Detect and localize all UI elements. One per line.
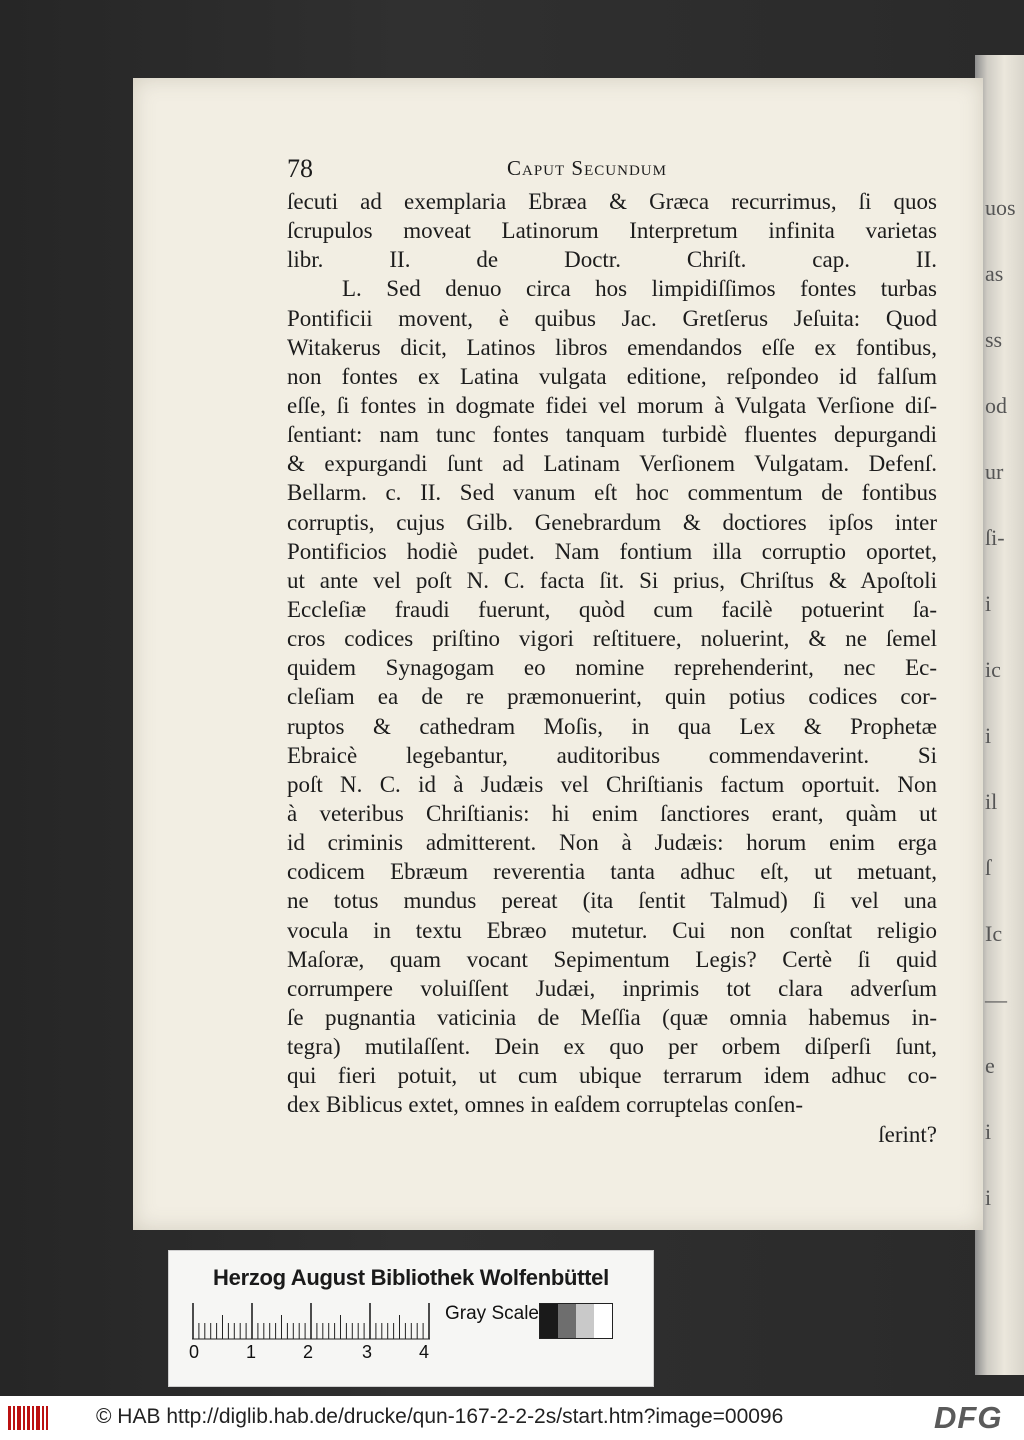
text-line: ſcrupulos moveat Latinorum Interpretum infinita varietas — [287, 218, 937, 244]
text-line: Pontificios hodiè pudet. Nam fontium illa corruptio oportet, — [287, 538, 937, 564]
adjacent-page-text: as — [985, 261, 1004, 286]
book-page — [133, 78, 983, 1230]
adjacent-page-text: — — [985, 987, 1007, 1012]
text-line: dex Biblicus extet, omnes in eaſdem corruptelas conſen- — [287, 1092, 804, 1118]
page-text-block — [287, 154, 937, 1149]
copyright-url-link[interactable]: © HAB http://diglib.hab.de/drucke/qun-167-2-2-2s/start.htm?image=00096 — [96, 1405, 784, 1428]
adjacent-page-text: ur — [985, 459, 1004, 484]
page-header — [287, 154, 937, 187]
text-line: L. Sed denuo circa hos limpidiſſimos fontes turbas — [342, 276, 937, 302]
gray-swatch — [540, 1304, 558, 1338]
adjacent-page-text: ss — [985, 327, 1003, 352]
page-number: 78 — [287, 154, 313, 183]
ruler-number: 2 — [303, 1342, 314, 1362]
adjacent-page-text: od — [985, 393, 1007, 418]
barcode-icon — [8, 1406, 48, 1430]
text-line: non fontes ex Latina vulgata editione, reſpondeo id falſum — [287, 363, 937, 389]
library-label-card — [168, 1250, 654, 1387]
text-line: à veteribus Chriſtianis: hi enim ſanctiores erant, quàm ut — [287, 800, 937, 826]
gray-swatch — [558, 1304, 576, 1338]
text-line: Bellarm. c. II. Sed vanum eſt hoc commentum de fontibus — [287, 480, 937, 506]
text-line: id criminis admitterent. Non à Judæis: horum enim erga — [287, 830, 937, 856]
text-line: ſe pugnantia vaticinia de Meſſia (quæ omnia habemus in- — [287, 1004, 937, 1030]
adjacent-page-text: il — [985, 789, 998, 814]
ruler-number: 3 — [362, 1342, 373, 1362]
adjacent-page-text: ſi- — [985, 525, 1005, 550]
ruler-number: 1 — [246, 1342, 257, 1362]
text-line: cros codices priſtino vigori reſtituere, noluerint, & ne ſemel — [287, 626, 937, 652]
text-line: ſecuti ad exemplaria Ebræa & Græca recurrimus, ſi quos — [287, 189, 937, 214]
library-name: Herzog August Bibliothek Wolfenbüttel — [213, 1265, 609, 1290]
ruler-number: 0 — [189, 1342, 200, 1362]
adjacent-page-text: ic — [985, 657, 1001, 682]
text-line: eſſe, ſi fontes in dogmate fidei vel morum à Vulgata Verſione diſ- — [287, 392, 937, 418]
text-line: ruptos & cathedram Moſis, in qua Lex & Prophetæ — [287, 713, 937, 739]
adjacent-page-text: i — [985, 1119, 992, 1144]
text-line: ſentiant: nam tunc fontes tanquam turbidè fluentes depurgandi — [287, 422, 937, 448]
gray-swatch — [576, 1304, 594, 1338]
adjacent-page-text: uos — [985, 195, 1016, 220]
text-line: qui fieri potuit, ut cum ubique terrarum idem adhuc co- — [287, 1063, 937, 1089]
text-line: tegra) mutilaſſent. Dein ex quo per orbem diſperſi ſunt, — [287, 1034, 937, 1060]
text-line: poſt N. C. id à Judæis vel Chriſtianis factum oportuit. Non — [287, 771, 937, 797]
text-line: Ebraicè legebantur, auditoribus commendaverint. Si — [287, 742, 937, 768]
measurement-ruler — [192, 1301, 430, 1341]
adjacent-page-text: i — [985, 1185, 992, 1210]
text-line: libr. II. de Doctr. Chriſt. cap. II. — [287, 247, 937, 273]
text-line: vocula in textu Ebræo mutetur. Cui non conſtat religio — [287, 917, 937, 943]
gray-scale-label: Gray Scale — [445, 1303, 539, 1324]
body-text — [287, 187, 937, 1149]
text-line: Witakerus dicit, Latinos libros emendandos eſſe ex fontibus, — [287, 334, 937, 360]
text-line: corruptis, cujus Gilb. Genebrardum & doctiores ipſos inter — [287, 509, 937, 535]
text-line: ut ante vel poſt N. C. facta ſit. Si prius, Chriſtus & Apoſtoli — [287, 567, 937, 593]
text-line: quidem Synagogam eo nomine reprehenderint, nec Ec- — [287, 655, 937, 681]
adjacent-page-text: i — [985, 591, 992, 616]
text-line: & expurgandi ſunt ad Latinam Verſionem Vulgatam. Defenſ. — [287, 451, 937, 477]
text-line: ne totus mundus pereat (ita ſentit Talmud) ſi vel una — [287, 888, 937, 914]
text-line: codicem Ebræum reverentia tanta adhuc eſt, ut metuant, — [287, 859, 937, 885]
running-head: Caput Secundum — [507, 156, 667, 180]
ruler-number: 4 — [419, 1342, 430, 1362]
text-line: Pontificii movent, è quibus Jac. Gretſerus Jeſuita: Quod — [287, 305, 937, 331]
text-line: Eccleſiæ fraudi fuerunt, quòd cum facilè potuerint ſa- — [287, 596, 937, 622]
adjacent-page-text: i — [985, 723, 992, 748]
footer-bar — [0, 1396, 1024, 1440]
adjacent-page-text: Ic — [985, 921, 1003, 946]
gray-swatch — [594, 1304, 612, 1338]
adjacent-page-text: e — [985, 1053, 995, 1078]
text-line: Maſoræ, quam vocant Sepimentum Legis? Certè ſi quid — [287, 946, 937, 972]
gray-scale-swatches — [539, 1303, 613, 1339]
text-line: corrumpere voluiſſent Judæi, inprimis tot clara adverſum — [287, 975, 937, 1001]
text-line: cleſiam ea de re præmonuerint, quin potius codices cor- — [287, 684, 937, 710]
adjacent-page-text: ſ — [985, 855, 992, 880]
dfg-logo: DFG — [934, 1400, 1003, 1435]
text-line: ſerint? — [878, 1121, 937, 1147]
